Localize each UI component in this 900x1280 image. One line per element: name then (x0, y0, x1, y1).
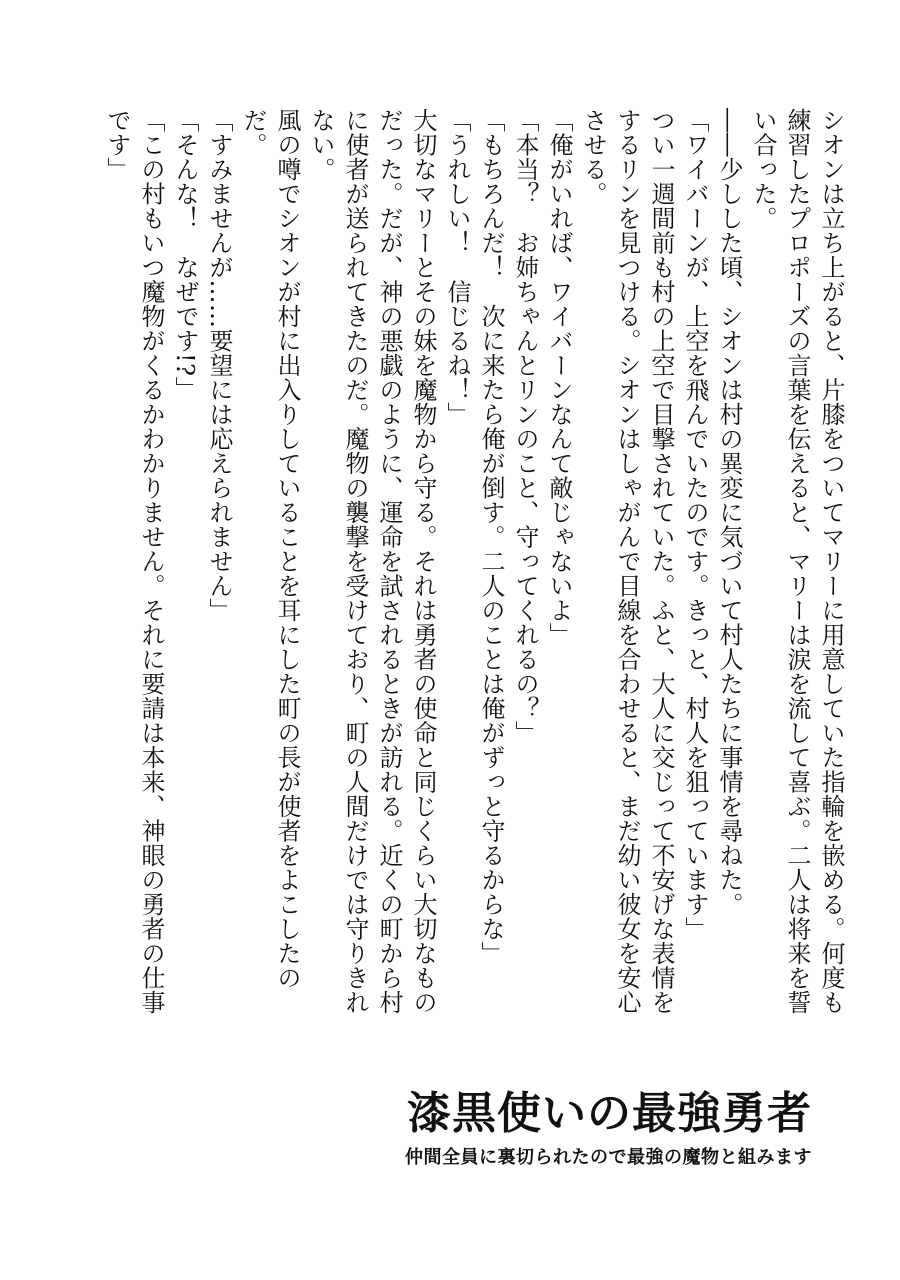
paragraph: 大切なマリーとその妹を魔物から守る。それは勇者の使命と同じくらい大切なものだった。だが、神の悪戯のように、運命を試されるときが訪れる。近くの町から村に使者が送られてきたのだ。魔物の襲撃を受けており、町の人間だけでは守りきれない。 (307, 108, 437, 1015)
dialogue-line: 「この村もいつ魔物がくるかわかりません。それに要請は本来、神眼の勇者の仕事です」 (103, 108, 165, 1015)
dialogue-line: 「俺がいれば、ワイバーンなんて敵じゃないよ」 (545, 108, 573, 647)
dialogue-line: 「ワイバーンが、上空を飛んでいたのです。きっと、村人を狙っています」 (681, 108, 709, 941)
paragraph: つい一週間前も村の上空で目撃されていた。ふと、大人に交じって不安げな表情をするリンを見つける。シオンはしゃがんで目線を合わせると、まだ幼い彼女を安心させる。 (579, 108, 675, 1015)
vertical-body-text (48, 108, 848, 1038)
dialogue-line: 「すみませんが……要望には応えられません」 (205, 108, 233, 623)
dialogue-line: 「本当？ お姉ちゃんとリンのこと、守ってくれるの？」 (511, 108, 539, 745)
book-subtitle: 仲間全員に裏切られたので最強の魔物と組みます (405, 1147, 812, 1168)
book-title: 漆黒使いの最強勇者 (407, 1088, 812, 1139)
paragraph: シオンは立ち上がると、片膝をついてマリーに用意していた指輪を嵌める。何度も練習したプロポーズの言葉を伝えると、マリーは涙を流して喜ぶ。二人は将来を誓い合った。 (749, 108, 845, 1015)
dialogue-line: 「そんな！ なぜです!?」 (171, 108, 199, 402)
dialogue-line: 「もちろんだ！ 次に来たら俺が倒す。二人のことは俺がずっと守るからな」 (477, 108, 505, 966)
paragraph: 風の噂でシオンが村に出入りしていることを耳にした町の長が使者をよこしたのだ。 (239, 108, 301, 990)
paragraph: ――少しした頃、シオンは村の異変に気づいて村人たちに事情を尋ねた。 (715, 108, 743, 917)
book-title-logo (292, 1088, 812, 1188)
dialogue-line: 「うれしい！ 信じるね！」 (443, 108, 471, 427)
